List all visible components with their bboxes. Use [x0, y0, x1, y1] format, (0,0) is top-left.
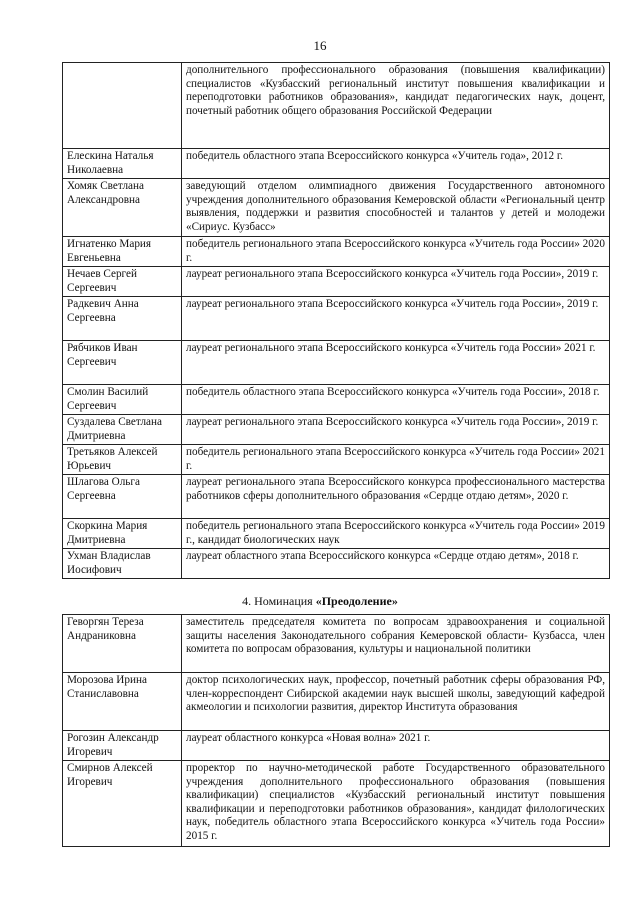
member-name: Скоркина Мария Дмитриевна: [63, 519, 182, 549]
section-title: «Преодоление»: [315, 594, 398, 608]
section-number: 4.: [242, 594, 252, 608]
member-name: Шлагова Ольга Сергеевна: [63, 475, 182, 519]
table-row: [63, 731, 610, 761]
member-name: Ухман Владислав Иосифович: [63, 549, 182, 579]
table-row: [63, 297, 610, 341]
member-name: Геворгян Тереза Андраниковна: [63, 615, 182, 673]
member-name: Рябчиков Иван Сергеевич: [63, 341, 182, 385]
member-name: Хомяк Светлана Александровна: [63, 179, 182, 237]
member-description: победитель регионального этапа Всероссийского конкурса «Учитель года России» 2020 г.: [182, 237, 610, 267]
member-description: дополнительного профессионального образования (повышения квалификации) специалистов «Кузбасский региональный институт повышения квалификации и переподготовки работников образования», кандидат педагогических наук, доцент, почетный работник общего образования Российской Федерации: [182, 63, 610, 149]
member-description: лауреат регионального этапа Всероссийского конкурса «Учитель года России», 2019 г.: [182, 267, 610, 297]
member-description: заведующий отделом олимпиадного движения Государственного автономного учреждения дополнительного образования Кемеровской области «Региональный центр выявления, поддержки и развития способностей и талантов у детей и молодежи «Сириус. Кузбасс»: [182, 179, 610, 237]
member-name: Смолин Василий Сергеевич: [63, 385, 182, 415]
jury-table-2: [62, 614, 610, 847]
member-name: Игнатенко Мария Евгеньевна: [63, 237, 182, 267]
jury-table-1: [62, 62, 610, 579]
member-description: лауреат регионального этапа Всероссийского конкурса «Учитель года России» 2021 г.: [182, 341, 610, 385]
page-number: 16: [313, 38, 327, 53]
member-description: лауреат областного конкурса «Новая волна» 2021 г.: [182, 731, 610, 761]
member-description: победитель областного этапа Всероссийского конкурса «Учитель года», 2012 г.: [182, 149, 610, 179]
member-description: заместитель председателя комитета по вопросам здравоохранения и социальной защиты населения Законодательного собрания Кемеровской области- Кузбасса, член комитета по вопросам образования, культуры и национальной политики: [182, 615, 610, 673]
member-description: доктор психологических наук, профессор, почетный работник сферы образования РФ, член-корреспондент Сибирской академии наук высшей школы, заведующий кафедрой акмеологии и психологии развития, директор Института образования: [182, 673, 610, 731]
table-row: [63, 673, 610, 731]
member-name: Елескина Наталья Николаевна: [63, 149, 182, 179]
member-name: Рогозин Александр Игоревич: [63, 731, 182, 761]
member-name: Третьяков Алексей Юрьевич: [63, 445, 182, 475]
table-row: [63, 149, 610, 179]
member-name: Нечаев Сергей Сергеевич: [63, 267, 182, 297]
member-description: лауреат регионального этапа Всероссийского конкурса «Учитель года России», 2019 г.: [182, 297, 610, 341]
table-row: [63, 63, 610, 149]
table-row: [63, 475, 610, 519]
member-name: Радкевич Анна Сергеевна: [63, 297, 182, 341]
table-row: [63, 761, 610, 847]
table-row: [63, 267, 610, 297]
member-name: [63, 63, 182, 149]
member-name: Суздалева Светлана Дмитриевна: [63, 415, 182, 445]
member-description: победитель областного этапа Всероссийского конкурса «Учитель года России», 2018 г.: [182, 385, 610, 415]
table-row: [63, 341, 610, 385]
member-description: лауреат регионального этапа Всероссийского конкурса «Учитель года России», 2019 г.: [182, 415, 610, 445]
table-row: [63, 519, 610, 549]
table-row: [63, 179, 610, 237]
member-description: победитель регионального этапа Всероссийского конкурса «Учитель года России» 2019 г., кандидат биологических наук: [182, 519, 610, 549]
section-heading: [0, 594, 640, 609]
member-description: лауреат регионального этапа Всероссийского конкурса профессионального мастерства работников сферы дополнительного образования «Сердце отдаю детям», 2020 г.: [182, 475, 610, 519]
member-name: Морозова Ирина Станиславовна: [63, 673, 182, 731]
table-row: [63, 615, 610, 673]
section-label: Номинация: [254, 594, 313, 608]
table-row: [63, 549, 610, 579]
table-row: [63, 237, 610, 267]
table-row: [63, 415, 610, 445]
table-row: [63, 385, 610, 415]
member-description: победитель регионального этапа Всероссийского конкурса «Учитель года России» 2021 г.: [182, 445, 610, 475]
member-description: проректор по научно-методической работе Государственного образовательного учреждения дополнительного профессионального образования (повышения квалификации) специалистов «Кузбасский региональный институт повышения квалификации и переподготовки работников образования», кандидат филологических наук, победитель областного этапа Всероссийского конкурса «Учитель года России» 2015 г.: [182, 761, 610, 847]
table-row: [63, 445, 610, 475]
member-description: лауреат областного этапа Всероссийского конкурса «Сердце отдаю детям», 2018 г.: [182, 549, 610, 579]
member-name: Смирнов Алексей Игоревич: [63, 761, 182, 847]
